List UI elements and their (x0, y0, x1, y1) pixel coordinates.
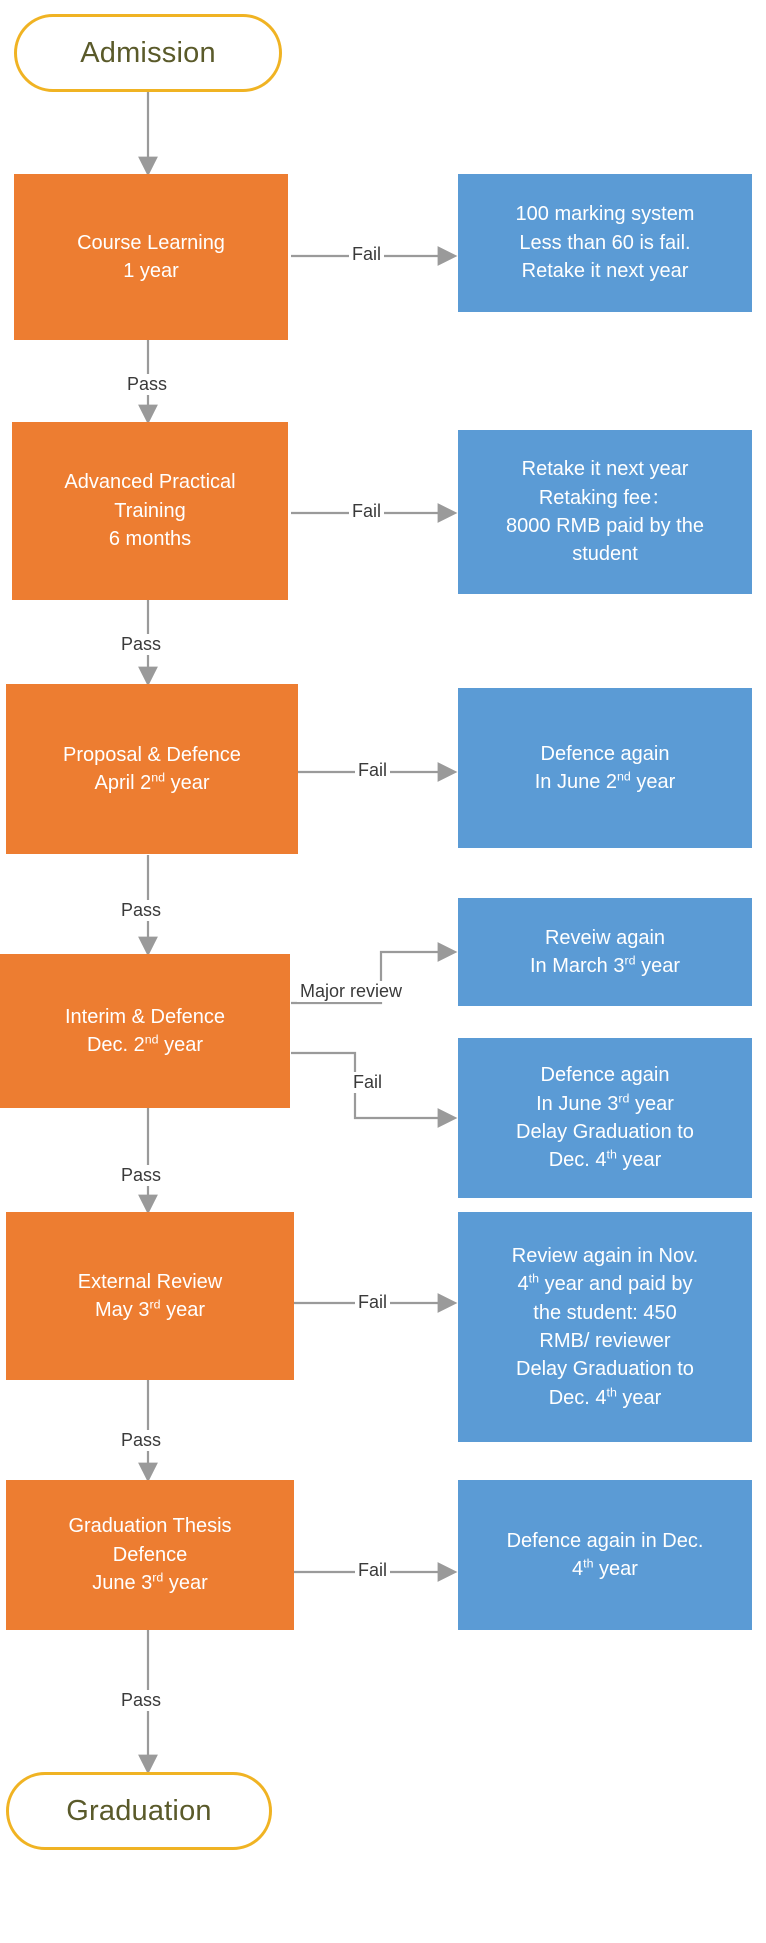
interim-fail-info-text (466, 1061, 744, 1175)
external-line2-pre: May 3 (95, 1299, 150, 1321)
advanced-fail-line1: Retake it next year (521, 458, 689, 481)
interim-fail-line4-post: year (616, 1149, 662, 1172)
proposal-line2-pre: April 2 (94, 772, 152, 794)
interim-fail-line3: Delay Graduation to (516, 1121, 694, 1143)
interim-fail-line4 (549, 1149, 662, 1171)
node-course-learning[interactable] (14, 174, 288, 340)
major-review-line2-post: year (635, 955, 680, 977)
external-fail-line4: RMB/ reviewer (539, 1330, 671, 1352)
node-interim-major-review-info[interactable] (458, 898, 752, 1006)
interim-fail-line2-sup: rd (618, 1090, 630, 1105)
thesis-line3-sup: rd (152, 1570, 164, 1585)
external-fail-line6-pre: Dec. 4 (548, 1386, 607, 1409)
edge-label-proposal-pass: Pass (118, 900, 164, 921)
node-course-learning-fail-info[interactable] (458, 174, 752, 312)
node-interim-text (6, 1003, 284, 1060)
external-fail-line3: the student: 450 (533, 1301, 677, 1324)
thesis-fail-line2-post: year (593, 1558, 638, 1580)
proposal-line2 (95, 772, 210, 794)
advanced-fail-info-text (466, 455, 744, 569)
edge-label-advanced-fail: Fail (349, 501, 384, 522)
thesis-fail-line2 (572, 1558, 638, 1580)
proposal-line1: Proposal & Defence (63, 743, 241, 766)
interim-fail-line4-pre: Dec. 4 (548, 1149, 607, 1172)
advanced-fail-line3: 8000 RMB paid by the (506, 515, 704, 537)
node-thesis-text (12, 1512, 288, 1597)
edge-label-external-pass: Pass (118, 1430, 164, 1451)
course-fail-line3: Retake it next year (521, 260, 689, 283)
external-fail-line6-post: year (616, 1386, 662, 1409)
thesis-line3 (92, 1572, 208, 1594)
edge-label-interim-pass: Pass (118, 1165, 164, 1186)
node-graduation-label: Graduation (66, 1794, 212, 1827)
node-proposal-defence[interactable] (6, 684, 298, 854)
external-fail-line5: Delay Graduation to (516, 1358, 694, 1381)
interim-line2-post: year (158, 1034, 204, 1056)
edge-label-advanced-pass: Pass (118, 634, 164, 655)
interim-line2 (87, 1034, 203, 1056)
interim-fail-line2-post: year (629, 1092, 674, 1115)
advanced-line3: 6 months (108, 528, 192, 551)
interim-line2-pre: Dec. 2 (86, 1034, 145, 1056)
major-review-line1: Reveiw again (544, 926, 666, 949)
external-line2-sup: rd (149, 1297, 161, 1312)
interim-line2-sup: nd (144, 1032, 159, 1047)
edge-label-course-fail: Fail (349, 244, 384, 265)
external-fail-line1: Review again in Nov. (511, 1244, 699, 1267)
course-fail-line1: 100 marking system (515, 203, 695, 226)
node-external-text (12, 1268, 288, 1325)
edge-label-thesis-pass: Pass (118, 1690, 164, 1711)
interim-fail-line2 (536, 1090, 674, 1115)
external-fail-line2 (518, 1273, 693, 1295)
course-learning-line1: Course Learning (77, 231, 225, 254)
thesis-line1: Graduation Thesis (68, 1515, 232, 1538)
thesis-fail-line2-sup: th (583, 1556, 594, 1571)
course-fail-line2: Less than 60 is fail. (519, 231, 691, 254)
external-line2-post: year (160, 1299, 205, 1321)
edge-label-interim-fail: Fail (350, 1072, 385, 1093)
major-review-line2-pre: In March 3 (530, 955, 625, 977)
thesis-line2: Defence (112, 1543, 188, 1566)
node-advanced-fail-info[interactable] (458, 430, 752, 594)
proposal-line2-sup: nd (151, 770, 166, 785)
external-line2 (95, 1299, 205, 1321)
proposal-fail-line2-pre: In June 2 (534, 771, 618, 793)
node-thesis-fail-info[interactable] (458, 1480, 752, 1630)
node-proposal-fail-info[interactable] (458, 688, 752, 848)
thesis-line3-post: year (163, 1572, 208, 1595)
advanced-line1: Advanced Practical (64, 471, 236, 494)
proposal-fail-line1: Defence again (540, 742, 670, 765)
advanced-fail-line2: Retaking fee： (538, 486, 672, 509)
proposal-fail-line2 (535, 771, 676, 793)
major-review-line2 (530, 955, 680, 977)
edge-label-external-fail: Fail (355, 1292, 390, 1313)
external-line1: External Review (77, 1270, 223, 1293)
edge-label-course-pass: Pass (124, 374, 170, 395)
external-fail-info-text (466, 1242, 744, 1412)
node-external-fail-info[interactable] (458, 1212, 752, 1442)
proposal-fail-info-text (466, 740, 744, 797)
course-learning-line2: 1 year (123, 260, 179, 282)
thesis-line3-pre: June 3 (92, 1572, 153, 1595)
node-advanced-text (18, 468, 282, 553)
node-interim-defence[interactable] (0, 954, 290, 1108)
node-proposal-text (12, 741, 292, 798)
proposal-fail-line2-sup: nd (617, 769, 631, 784)
interim-fail-line4-sup: th (606, 1147, 617, 1162)
edge-label-thesis-fail: Fail (355, 1560, 390, 1581)
external-fail-line2-pre: 4 (517, 1273, 529, 1296)
proposal-fail-line2-post: year (630, 771, 676, 793)
external-fail-line2-sup: th (528, 1271, 540, 1286)
node-graduation-thesis-defence[interactable] (6, 1480, 294, 1630)
interim-fail-line2-pre: In June 3 (536, 1092, 619, 1115)
node-graduation[interactable] (6, 1772, 272, 1850)
thesis-fail-line1: Defence again in Dec. (506, 1529, 704, 1552)
external-fail-line2-post: year and paid by (539, 1273, 693, 1296)
node-admission-label: Admission (80, 36, 216, 69)
edge-label-interim-major-review: Major review (297, 981, 405, 1002)
advanced-fail-line4: student (572, 543, 638, 566)
thesis-fail-info-text (466, 1527, 744, 1584)
node-advanced-practical-training[interactable] (12, 422, 288, 600)
node-course-learning-text (20, 229, 282, 286)
advanced-line2: Training (114, 499, 186, 522)
interim-fail-line1: Defence again (540, 1064, 670, 1087)
thesis-fail-line2-pre: 4 (572, 1558, 584, 1580)
course-fail-info-text (466, 200, 744, 285)
node-admission[interactable] (14, 14, 282, 92)
edge-label-proposal-fail: Fail (355, 760, 390, 781)
interim-line1: Interim & Defence (64, 1005, 226, 1028)
node-interim-fail-info[interactable] (458, 1038, 752, 1198)
external-fail-line6 (549, 1387, 662, 1409)
external-fail-line6-sup: th (606, 1385, 617, 1400)
interim-major-review-text (466, 924, 744, 981)
major-review-line2-sup: rd (624, 953, 636, 968)
proposal-line2-post: year (165, 772, 210, 794)
node-external-review[interactable] (6, 1212, 294, 1380)
